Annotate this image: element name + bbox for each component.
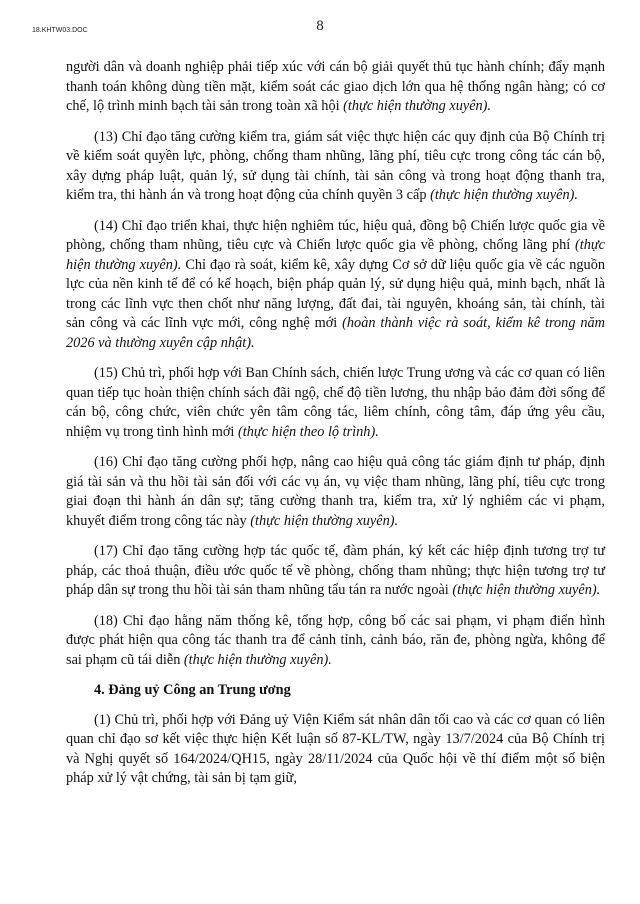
- implementation-note: (thực hiện thường xuyên).: [430, 187, 578, 203]
- page-number: 8: [316, 18, 324, 34]
- paragraph-section-4-item-1: (1) Chủ trì, phối hợp với Đảng uỷ Viện Kiểm sát nhân dân tối cao và các cơ quan có liên quan chỉ đạo sơ kết việc thực hiện Kết luận số 87-KL/TW, ngày 13/7/2024 của Bộ Chính trị và Nghị quyết số 164/2024/QH15, ngày 28/11/2024 của Quốc hội về thí điểm một số biện pháp xử lý vật chứng, tài sản bị tạm giữ,: [66, 711, 605, 786]
- paragraph-item-14: [66, 217, 605, 354]
- paragraph-text: (17) Chỉ đạo tăng cường hợp tác quốc tế, đàm phán, ký kết các hiệp định tương trợ tư pháp, các thoả thuận, điều ước quốc tế về phòng, chống tham nhũng; thực hiện tương trợ tư pháp dân sự trong thu hồi tài sản tham nhũng tẩu tán ra nước ngoài: [66, 543, 605, 598]
- paragraph-text: (14) Chỉ đạo triển khai, thực hiện nghiêm túc, hiệu quả, đồng bộ Chiến lược quốc gia về phòng, chống tham nhũng, tiêu cực và Chiến lược quốc gia về phòng, chống lãng phí: [66, 217, 605, 253]
- implementation-note: (thực hiện thường xuyên).: [250, 512, 399, 529]
- paragraph-text-continued: Chỉ đạo rà soát, kiểm kê, xây dựng Cơ sở dữ liệu quốc gia về các nguồn lực của nền kinh tế để có kế hoạch, biện pháp quản lý, sử dụng hiệu quả, minh bạch, nhất là trong các lĩnh vực then chốt như năng lượng, đất đai, tài nguyên, khoáng sản, tài chính, tài sản công và các lĩnh vực mới, công nghệ mới: [66, 256, 605, 331]
- implementation-note: (thực hiện theo lộ trình).: [237, 423, 379, 440]
- section-heading: 4. Đảng uỷ Công an Trung ương: [94, 682, 291, 698]
- document-file-id: 18.KHTW03.DOC: [32, 27, 88, 34]
- implementation-note: (thực hiện thường xuyên).: [66, 237, 605, 273]
- implementation-note: (thực hiện thường xuyên).: [452, 582, 601, 598]
- paragraph-text: (16) Chỉ đạo tăng cường phối hợp, nâng cao hiệu quả công tác giám định tư pháp, định giá tài sản và thu hồi tài sản đối với các vụ án, vụ việc tham nhũng, lãng phí, tiêu cực trong giai đoạn thi hành án dân sự; tăng cường thanh tra, kiểm tra, xử lý nghiêm các vi phạm, khuyết điểm trong công tác này: [66, 454, 605, 529]
- implementation-note-2: (hoàn thành việc rà soát, kiểm kê trong năm 2026 và thường xuyên cập nhật).: [66, 315, 605, 351]
- implementation-note: (thực hiện thường xuyên).: [183, 651, 332, 668]
- document-body: [66, 58, 605, 789]
- paragraph-text: (18) Chỉ đạo hằng năm thống kê, tổng hợp, công bố các sai phạm, vi phạm điển hình được phát hiện qua công tác thanh tra để cảnh tỉnh, cảnh báo, răn đe, phòng ngừa, không để sai phạm cũ tái diễn: [66, 612, 605, 668]
- paragraph-item-13: [66, 128, 605, 206]
- paragraph-item-16: [66, 453, 605, 531]
- implementation-note: (thực hiện thường xuyên).: [343, 98, 492, 114]
- paragraph-item-17: [66, 542, 605, 601]
- paragraph-item-18: [66, 612, 605, 671]
- paragraph-text: (13) Chỉ đạo tăng cường kiểm tra, giám sát việc thực hiện các quy định của Bộ Chính trị về kiểm soát quyền lực, phòng, chống tham nhũng, lãng phí, tiêu cực trong công tác cán bộ, xây dựng pháp luật, quản lý, sử dụng tài chính, tài sản công và trong hoạt động thanh tra, kiểm tra, thi hành án và trong hoạt động của chính quyền 3 cấp: [66, 128, 605, 203]
- paragraph-continued: [66, 58, 605, 117]
- paragraph-item-15: [66, 364, 605, 442]
- paragraph-text: người dân và doanh nghiệp phải tiếp xúc với cán bộ giải quyết thủ tục hành chính; đẩy mạnh thanh toán không dùng tiền mặt, kiểm soát các giao dịch lớn qua hệ thống ngân hàng; có cơ chế, lộ trình minh bạch tài sản trong toàn xã hội: [66, 59, 605, 114]
- paragraph-text: (15) Chủ trì, phối hợp với Ban Chính sách, chiến lược Trung ương và các cơ quan có liên quan tiếp tục hoàn thiện chính sách đãi ngộ, chế độ tiền lương, thu nhập bảo đảm đời sống để cán bộ, công chức, viên chức yên tâm công tác, liêm chính, công tâm, đáp ứng yêu cầu, nhiệm vụ trong tình hình mới: [66, 365, 605, 440]
